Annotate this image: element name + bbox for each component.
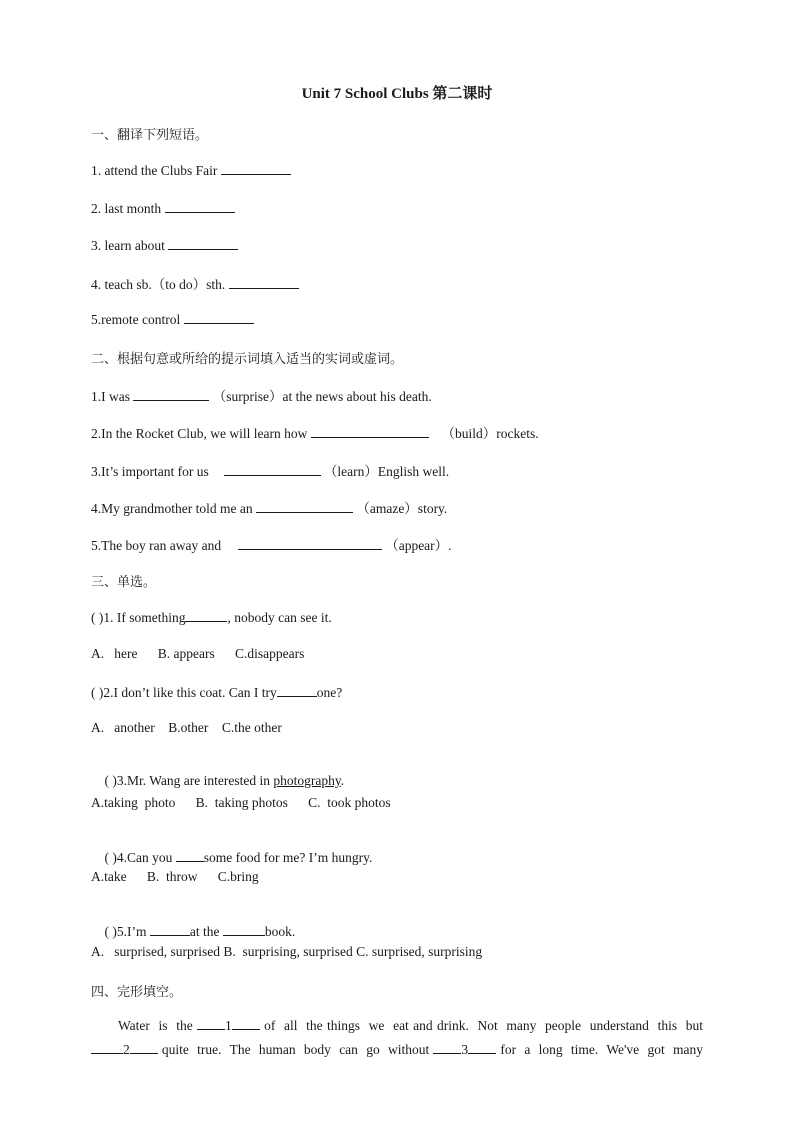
page-title: Unit 7 School Clubs 第二课时 <box>301 86 493 102</box>
answer-blank <box>91 1040 123 1054</box>
answer-blank <box>223 922 265 936</box>
answer-blank <box>468 1040 496 1054</box>
cloze-text: Water is the <box>118 1018 198 1033</box>
section1-item-5 <box>91 310 254 328</box>
item-text: 4. teach sb.（to do）sth. <box>91 277 226 292</box>
answer-blank <box>176 848 204 862</box>
item-text: 2.In the Rocket Club, we will learn how <box>91 426 308 441</box>
cloze-line-2 <box>91 1038 703 1062</box>
question-2 <box>91 683 342 701</box>
question-text: ( )3.Mr. Wang are interested in <box>104 773 274 788</box>
section1-item-1 <box>91 161 291 179</box>
question-text: book. <box>264 924 296 939</box>
answer-blank <box>221 161 291 175</box>
underlined-word: photography <box>273 773 341 788</box>
answer-blank <box>197 1016 225 1030</box>
question-text: ( )1. If something <box>91 610 186 625</box>
question-text: . <box>340 773 345 788</box>
question-2-options: A. another B.other C.the other <box>91 720 282 735</box>
question-1-options: A. here B. appears C.disappears <box>91 646 305 661</box>
cloze-text: quite true. The human body can go without <box>157 1042 434 1057</box>
question-text: at the <box>189 924 223 939</box>
section2-item-1 <box>91 385 432 405</box>
cloze-text: of all the things we eat and drink. Not many people understand this but <box>259 1018 704 1033</box>
answer-blank <box>433 1040 461 1054</box>
question-text: ( )2.I don’t like this coat. Can I try <box>91 685 277 700</box>
item-text: 4.My grandmother told me an <box>91 501 253 516</box>
question-5-options: A. surprised, surprised B. surprising, surprised C. surprised, surprising <box>91 944 483 959</box>
section1-item-2 <box>91 199 235 217</box>
answer-blank <box>130 1040 158 1054</box>
item-text: 5.The boy ran away and <box>91 538 222 553</box>
answer-blank <box>224 462 321 476</box>
section1-heading: 一、翻译下列短语。 <box>91 128 209 143</box>
item-text: 2. last month <box>91 201 162 216</box>
answer-blank <box>150 922 190 936</box>
answer-blank <box>277 683 317 697</box>
cloze-number: 2 <box>123 1042 130 1057</box>
item-hint: （surprise）at the news about his death. <box>212 389 432 404</box>
item-hint: （build）rockets. <box>441 426 539 441</box>
cloze-text: for a long time. We've got many <box>496 1042 703 1057</box>
answer-blank <box>238 536 382 550</box>
answer-blank <box>168 236 238 250</box>
section2-item-2 <box>91 422 539 442</box>
section4-heading: 四、完形填空。 <box>91 985 183 1000</box>
item-text: 1. attend the Clubs Fair <box>91 163 218 178</box>
cloze-number: 1 <box>225 1018 232 1033</box>
section1-item-4 <box>91 273 299 293</box>
item-text: 5.remote control <box>91 312 181 327</box>
section2-item-5 <box>91 534 452 554</box>
answer-blank <box>256 499 353 513</box>
item-text: 3.It’s important for us <box>91 464 209 479</box>
question-1 <box>91 608 332 626</box>
question-text: one? <box>316 685 343 700</box>
item-hint: （learn）English well. <box>323 464 450 479</box>
section1-item-3 <box>91 236 238 254</box>
answer-blank <box>184 310 254 324</box>
section2-item-3 <box>91 460 449 480</box>
item-hint: （amaze）story. <box>356 501 448 516</box>
answer-blank <box>232 1016 260 1030</box>
item-text: 1.I was <box>91 389 130 404</box>
question-text: ( )5.I’m <box>104 924 150 939</box>
answer-blank <box>311 424 429 438</box>
question-4-options: A.take B. throw C.bring <box>91 869 259 884</box>
section2-heading: 二、根据句意或所给的提示词填入适当的实词或虚词。 <box>91 352 404 367</box>
question-text: ( )4.Can you <box>104 850 176 865</box>
item-text: 3. learn about <box>91 238 165 253</box>
answer-blank <box>229 275 299 289</box>
answer-blank <box>165 199 235 213</box>
cloze-line-1 <box>91 1014 703 1038</box>
question-text: , nobody can see it. <box>227 610 332 625</box>
section2-item-4 <box>91 497 447 517</box>
item-hint: （appear）. <box>385 538 452 553</box>
question-3-options: A.taking photo B. taking photos C. took photos <box>91 795 391 810</box>
section3-heading: 三、单选。 <box>91 575 157 590</box>
answer-blank <box>185 608 227 622</box>
question-text: some food for me? I’m hungry. <box>203 850 373 865</box>
cloze-number: 3 <box>461 1042 469 1057</box>
answer-blank <box>133 387 209 401</box>
